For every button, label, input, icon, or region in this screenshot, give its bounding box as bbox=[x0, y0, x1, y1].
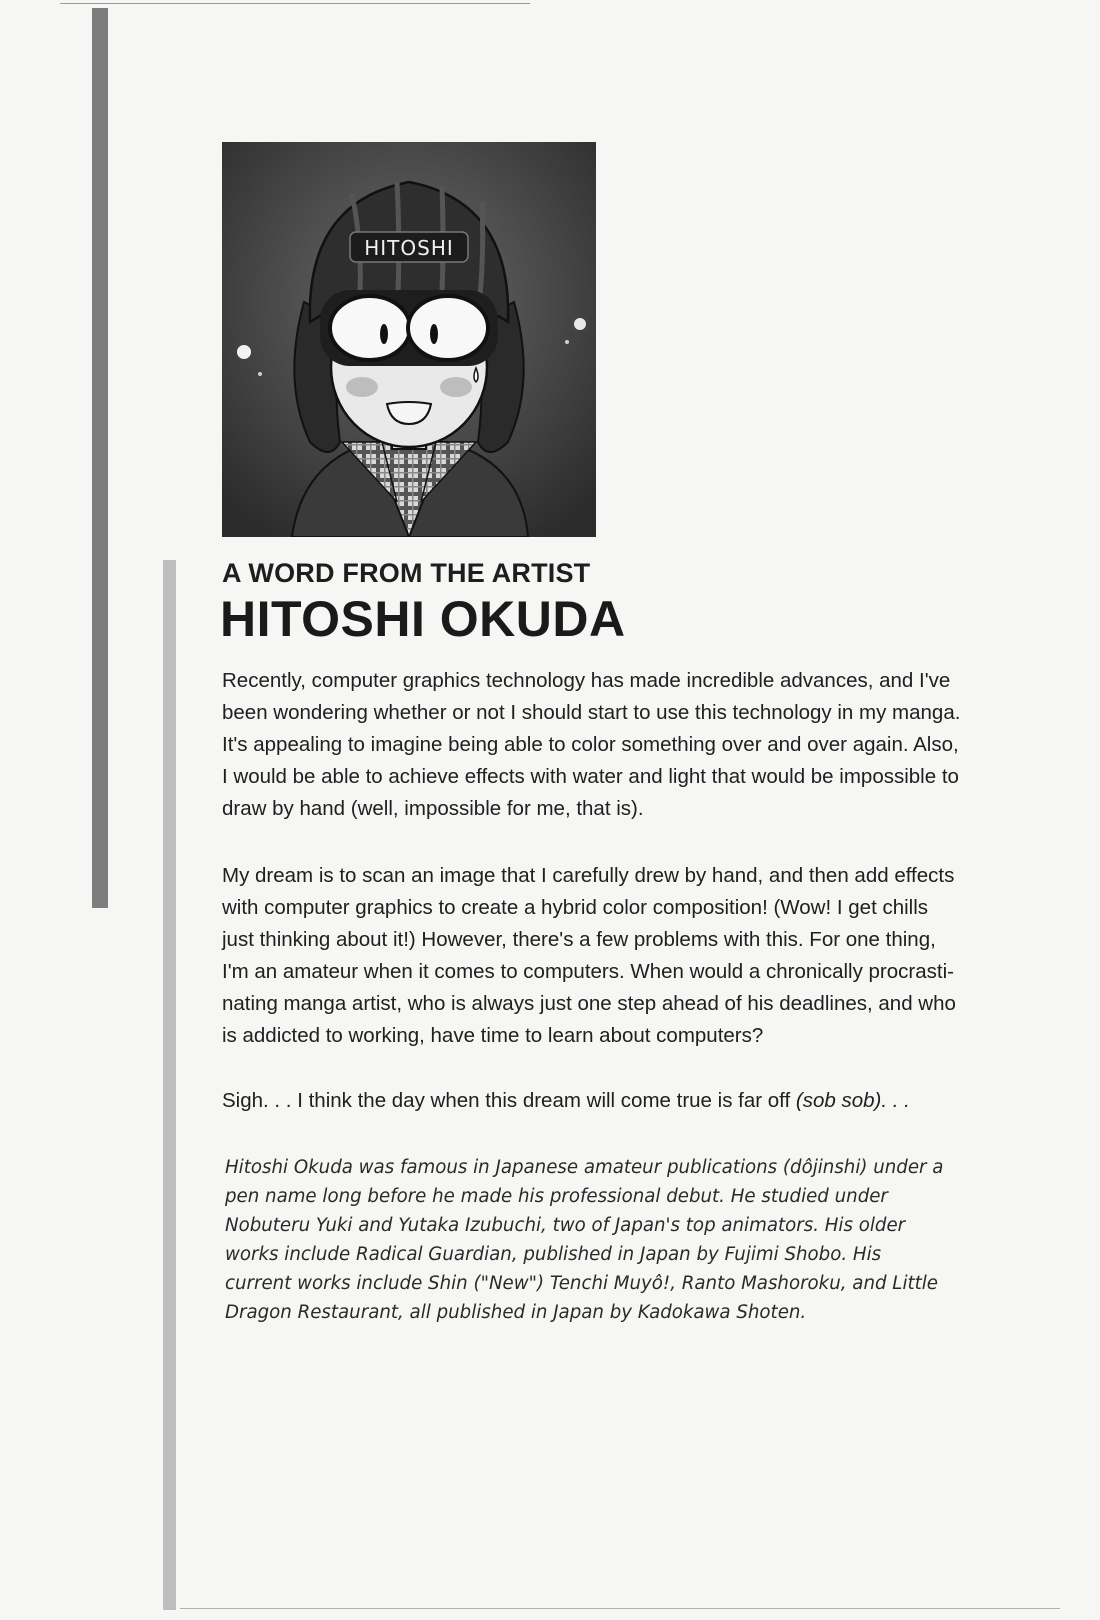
artist-portrait-illustration bbox=[222, 142, 596, 537]
hat-label: HITOSHI bbox=[364, 236, 454, 260]
paragraph-3-text: Sigh. . . I think the day when this dream will come true is far off bbox=[222, 1089, 796, 1112]
margin-bar-dark bbox=[92, 8, 108, 908]
bottom-rule bbox=[180, 1608, 1060, 1609]
artist-bio: Hitoshi Okuda was famous in Japanese amateur publications (dôjinshi) under a pen name long before he made his professional debut. He studied under Nobuteru Yuki and Yutaka Izubuchi, two of Japan's top animators. His older works include Radical Guardian, published in Japan by Fujimi Shobo. His current works include Shin ("New") Tenchi Muyô!, Ranto Mashoroku, and Little Dragon Restaurant, all published in Japan by Kadokawa Shoten. bbox=[225, 1157, 944, 1323]
artist-name-heading: HITOSHI OKUDA bbox=[220, 591, 626, 647]
paragraph-3 bbox=[222, 1085, 962, 1117]
paragraph-3-aside: (sob sob). . . bbox=[795, 1089, 910, 1112]
top-rule bbox=[60, 3, 530, 4]
paragraph-1: Recently, computer graphics technology has made incredible advances, and I've been wondering whether or not I should start to use this technology in my manga. It's appealing to imagine being able to color something over and over again. Also, I would be able to achieve effects with water and light that would be impossible to draw by hand (well, impossible for me, that is). bbox=[222, 669, 961, 820]
margin-bar-light bbox=[163, 560, 176, 1610]
section-kicker: A WORD FROM THE ARTIST bbox=[222, 558, 591, 588]
paragraph-2: My dream is to scan an image that I carefully drew by hand, and then add effects with computer graphics to create a hybrid color composition! (Wow! I get chills just thinking about it!) However, there's a few problems with this. For one thing, I'm an amateur when it comes to computers. When would a chronically procrasti-nating manga artist, who is always just one step ahead of his deadlines, and who is addicted to working, have time to learn about computers? bbox=[222, 864, 956, 1047]
